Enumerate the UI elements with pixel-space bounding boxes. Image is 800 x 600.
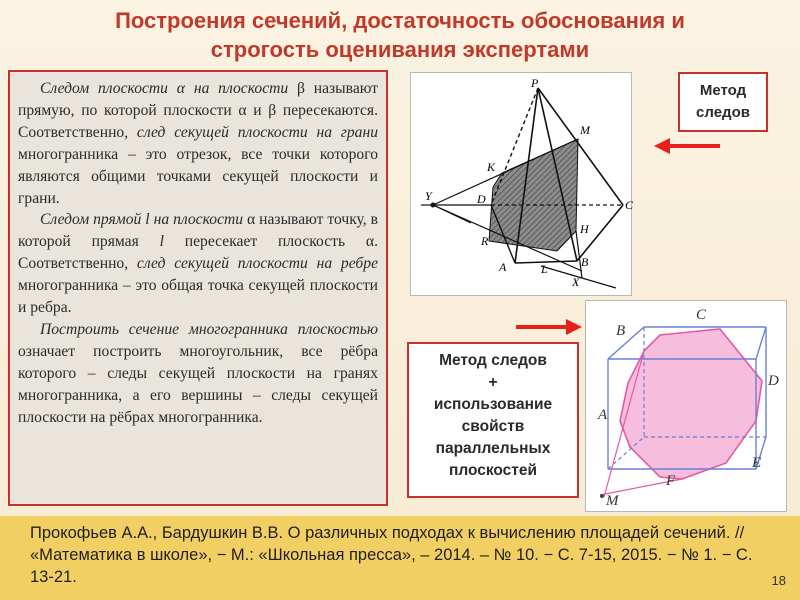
section-hexagon (620, 329, 762, 479)
label-B: B (581, 255, 589, 269)
italic-term: на плоскости (193, 80, 289, 97)
cube-diagram (586, 301, 786, 511)
slide-title (20, 6, 780, 64)
pyramid-figure (410, 72, 632, 296)
label-B: B (616, 323, 626, 339)
page-number: 18 (771, 573, 786, 588)
label-line: свойств (461, 418, 525, 435)
label-D: D (768, 373, 779, 389)
italic-term: l (159, 233, 164, 251)
point-Y (431, 203, 436, 208)
label-line: Метод (699, 82, 747, 99)
point-M (600, 494, 604, 498)
paragraph-trace-line (18, 209, 378, 319)
cube-edge (608, 327, 644, 359)
right-arrow-icon (514, 318, 582, 336)
left-arrow-icon (654, 137, 722, 155)
body-text: пересекает плоскость α. Соответственно, (18, 233, 379, 273)
label-D: D (477, 192, 486, 206)
italic-term: Построить сечение многогранника плоскостью (40, 320, 378, 338)
italic-term: Следом прямой (40, 211, 142, 229)
body-text: многогранника – это общая точка секущей плоскости и ребра. (18, 277, 378, 317)
label-R: R (481, 234, 489, 248)
pyramid-diagram (411, 73, 634, 295)
combined-method-label (407, 342, 579, 498)
cube-figure (585, 300, 787, 512)
label-line: плоскостей (448, 462, 538, 479)
italic-term: α (167, 80, 194, 97)
italic-term: Следом плоскости (40, 80, 168, 97)
paragraph-build-section (18, 319, 378, 429)
label-M: M (606, 493, 619, 509)
cube-edge (756, 327, 766, 359)
label-A: A (598, 407, 608, 423)
body-text: α называют точку, в которой прямая (18, 211, 379, 251)
label-line: Метод следов (439, 352, 547, 369)
title-line-2: строгость оценивания экспертами (210, 37, 590, 62)
reference-banner (0, 516, 800, 600)
italic-term: след секущей плоскости на грани (136, 123, 378, 141)
label-line: использование (433, 396, 553, 413)
label-F: F (666, 473, 676, 489)
reference-text: Прокофьев А.А., Бардушкин В.В. О различных подходах к вычислению площадей сечений. // «Математика в школе», − М.: «Школьная пресса», – 2014. – № 10. − С. 7-15, 2015. − № 1. − С. 13-21. (30, 524, 753, 586)
label-M: M (580, 123, 590, 137)
label-E: E (752, 455, 762, 471)
label-line: + (488, 374, 498, 391)
label-X: X (572, 275, 580, 289)
label-line: следов (696, 104, 750, 121)
italic-term: l (141, 211, 154, 229)
label-H: H (580, 222, 589, 236)
label-Y: Y (425, 189, 432, 203)
title-line-1: Построения сечений, достаточность обоснования и (115, 8, 685, 33)
label-A: A (499, 260, 507, 274)
label-line: параллельных (435, 440, 551, 457)
label-P: P (531, 76, 539, 90)
body-text: β называют прямую, по которой плоскости α и β пересекаются. Соответственно, (18, 80, 378, 141)
label-K: K (487, 160, 496, 174)
trace-line-YR (433, 205, 471, 223)
italic-term: на плоскости (153, 211, 244, 229)
italic-term: след секущей плоскости на ребре (136, 255, 378, 273)
body-text: означает построить многоугольник, все рёбра которого – следы секущей плоскости на гранях многогранника, а его вершины – следы секущей плоскости на рёбрах многогранника. (18, 342, 378, 426)
paragraph-trace-plane (18, 78, 378, 209)
label-C: C (696, 307, 707, 323)
trace-method-label (678, 72, 768, 132)
label-L: L (541, 262, 548, 276)
label-C: C (625, 198, 634, 212)
definition-textbox (8, 70, 388, 506)
body-text: многогранника – это отрезок, все точки которого являются общими точками секущей плоскости и грани. (18, 145, 378, 207)
